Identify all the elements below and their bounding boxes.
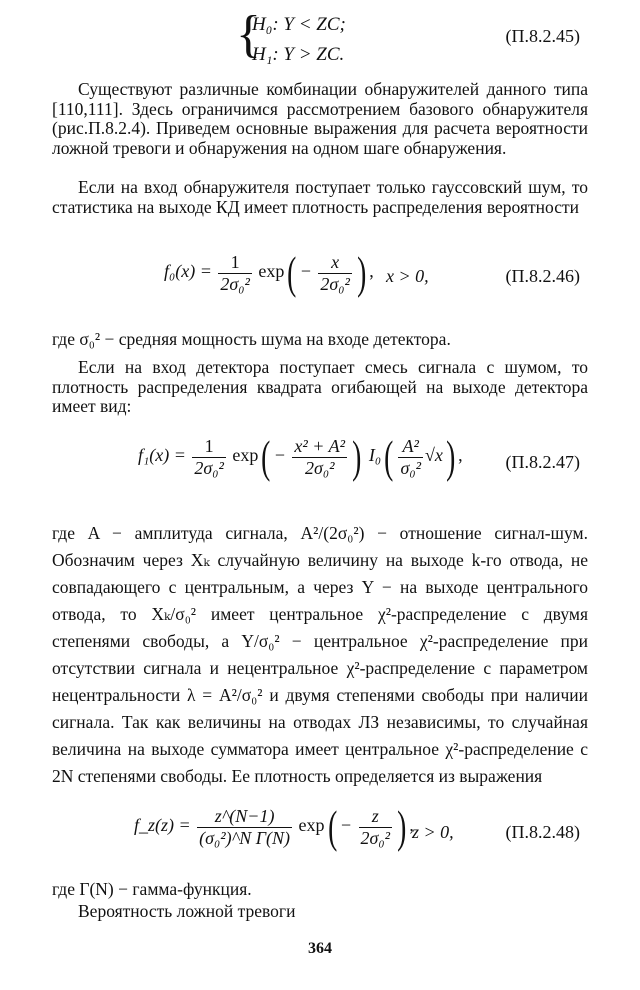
right-paren-icon: ): [352, 431, 362, 482]
bessel-numerator: A²: [398, 436, 423, 458]
bessel-denominator: σ₀²: [400, 457, 421, 478]
inner-fraction: [318, 252, 352, 295]
minus-sign: −: [273, 445, 286, 466]
hypothesis-h0: H₀: Y < ZC;: [252, 14, 346, 35]
case-block: [236, 6, 386, 70]
equation-tag: (П.8.2.46): [505, 266, 580, 286]
equation-8-2-48: [0, 800, 640, 860]
exp-function: exp: [298, 815, 325, 836]
paragraph-signal-noise: Если на вход детектора поступает смесь сигнала с шумом, то плотность распределения квадрата огибающей на выходе детектора имеет вид:: [52, 357, 588, 417]
formula-lhs: f₁(x) =: [138, 445, 186, 466]
left-brace-icon: {: [236, 6, 261, 63]
left-paren-icon: (: [384, 431, 394, 482]
paragraph-gaussian-noise: Если на вход обнаружителя поступает только гауссовский шум, то статистика на выходе КД имеет плотность распределения вероятности: [52, 177, 588, 217]
equation-tag: (П.8.2.48): [505, 822, 580, 842]
minus-sign: −: [339, 815, 352, 836]
fraction: [218, 252, 252, 295]
fraction-denominator: (σ₀²)^N Γ(N): [199, 827, 291, 848]
sqrt-term: √x: [424, 445, 443, 466]
inner-denominator: 2σ₀²: [320, 273, 350, 294]
condition: z > 0,: [412, 822, 454, 842]
paragraph-noise-power: где σ₀² − средняя мощность шума на входе детектора.: [52, 329, 451, 349]
formula-lhs: f₀(x) =: [164, 261, 212, 282]
paragraph-chi-square: где A − амплитуда сигнала, A²/(2σ₀²) − отношение сигнал-шум. Обозначим через Xₖ случайную величину на выходе k-го отвода, не совпадающего с центральным, а через Y − на выходе центрального отвода, то Xₖ/σ₀² имеет центральное χ²-распределение с двумя степенями свободы, а Y/σ₀² − центральное χ²-распределение при отсутствии сигнала и нецентральное χ²-распределение с параметром нецентральности λ = A²/σ₀² и двумя степенями свободы при наличии сигнала. Так как величины на отводах ЛЗ независимы, то случайная величина на выходе сумматора имеет центральное χ²-распределение с 2N степенями свободы. Ее плотность определяется из выражения: [52, 523, 588, 786]
inner-numerator: z: [359, 806, 393, 828]
inner-fraction: [359, 806, 393, 849]
fraction-numerator: 1: [192, 436, 226, 458]
minus-sign: −: [299, 261, 312, 282]
left-paren-icon: (: [327, 801, 337, 852]
fraction: [197, 806, 292, 849]
bessel-fraction: [398, 436, 423, 479]
page-number: 364: [308, 940, 332, 957]
formula: f_z(z) = $\frac{z\^{}(N-1)}{\text{(σ₀²)\textasciicircum{}N Γ(N)}}$ exp( − $\frac{z}{\text{2σ₀²}}$ ) ,: [134, 801, 414, 852]
bessel-function: I₀: [368, 445, 382, 466]
left-paren-icon: (: [287, 247, 297, 298]
equation-8-2-47: [0, 430, 640, 490]
inner-fraction: [292, 436, 347, 479]
formula: [138, 431, 463, 482]
formula: f₀(x) = $\frac{1}{\text{2σ₀²}}$ exp( − $\frac{x}{\text{2σ₀²}}$ ) ,: [164, 247, 374, 298]
fraction-denominator: 2σ₀²: [220, 273, 250, 294]
fraction-numerator: z^(N−1): [197, 806, 292, 828]
right-paren-icon: ): [357, 247, 367, 298]
inner-denominator: 2σ₀²: [360, 827, 391, 848]
paragraph-gamma: где Γ(N) − гамма-функция.: [52, 879, 252, 899]
fraction-numerator: 1: [218, 252, 252, 274]
left-paren-icon: (: [261, 431, 271, 482]
inner-denominator: 2σ₀²: [304, 457, 335, 478]
equation-tag: (П.8.2.47): [505, 452, 580, 472]
condition: x > 0,: [386, 266, 429, 286]
inner-numerator: x² + A²: [294, 435, 346, 456]
right-paren-icon: ): [397, 801, 407, 852]
fraction: [192, 436, 226, 479]
exp-function: exp: [258, 261, 285, 282]
paragraph-detectors: Существуют различные комбинации обнаружителей данного типа [110,111]. Здесь ограничимся рассмотрением базового обнаружителя (рис.П.8.2.4). Приведем основные выражения для расчета вероятности ложной тревоги и обнаружения на одном шаге обнаружения.: [52, 79, 588, 158]
paragraph-false-alarm: Вероятность ложной тревоги: [78, 901, 296, 921]
trailing-comma: ,: [458, 445, 463, 466]
right-paren-icon: ): [445, 431, 456, 482]
hypothesis-h1: H₁: Y > ZC.: [252, 44, 345, 65]
inner-numerator: x: [318, 252, 352, 274]
equation-tag: (П.8.2.45): [505, 26, 580, 46]
exp-function: exp: [232, 445, 259, 466]
formula-lhs: f_z(z) =: [134, 815, 191, 836]
fraction-denominator: 2σ₀²: [194, 457, 224, 478]
equation-8-2-45: [0, 4, 640, 74]
equation-8-2-46: [0, 244, 640, 304]
